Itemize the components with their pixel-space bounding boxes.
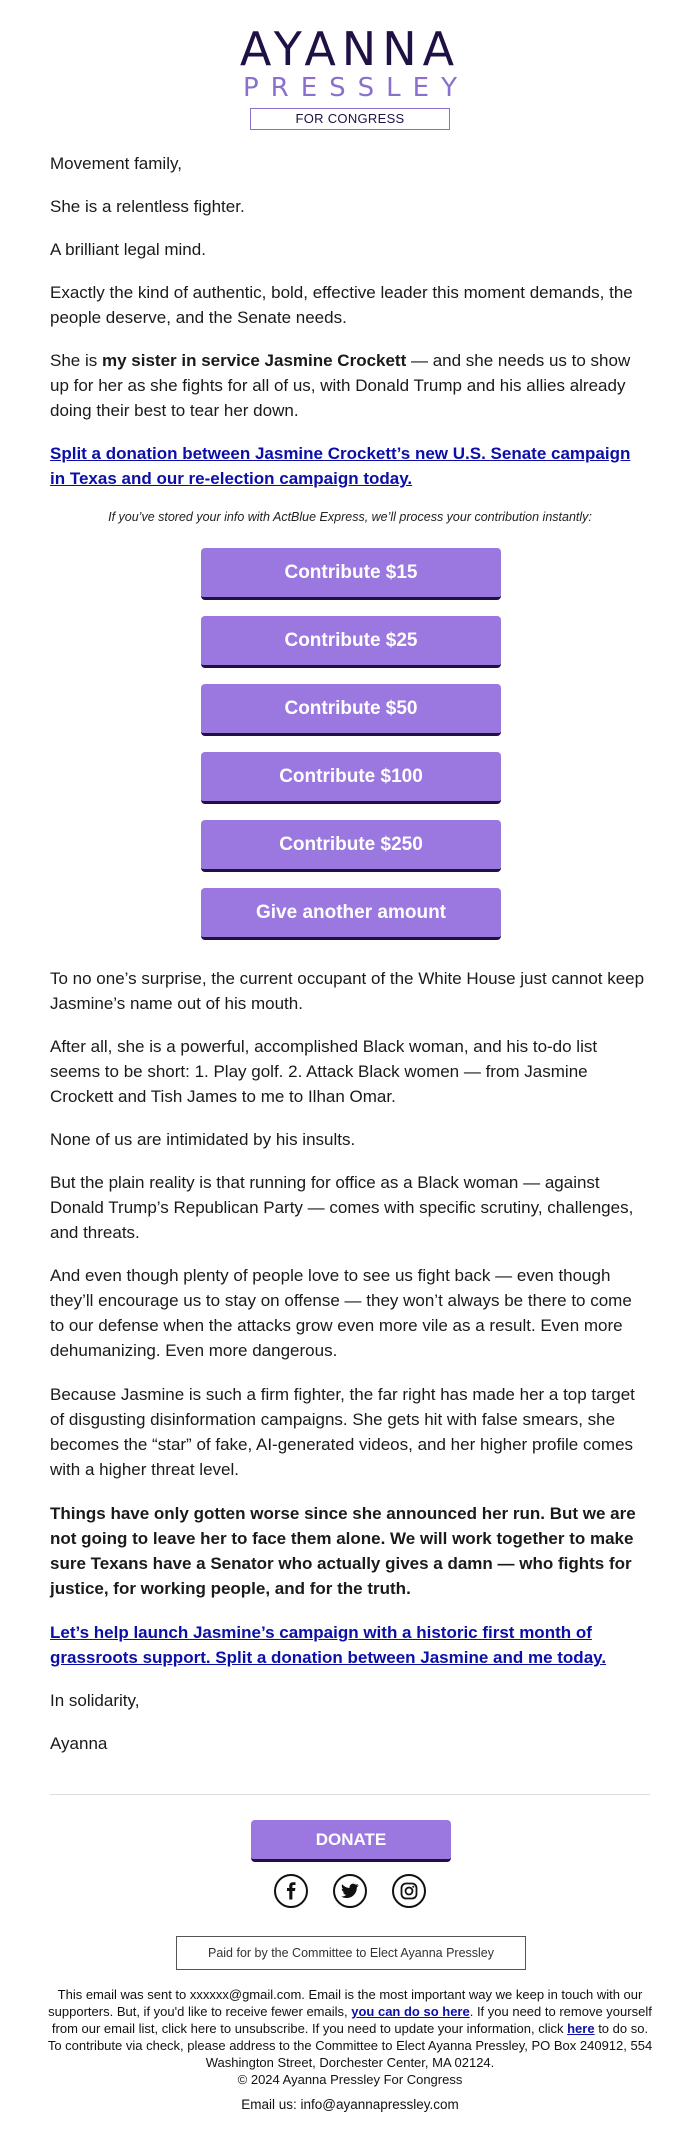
paragraph: None of us are intimidated by his insults.	[50, 1130, 356, 1149]
launch-campaign-link[interactable]: Let’s help launch Jasmine’s campaign with a historic first month of grassroots support. Split a donation between Jasmine and me today.	[50, 1623, 607, 1667]
footer-notice	[45, 1986, 655, 2088]
campaign-logo	[0, 0, 700, 130]
contribute-15-button[interactable]: Contribute $15	[201, 548, 501, 600]
contribute-50-button[interactable]: Contribute $50	[201, 684, 501, 736]
donation-link-paragraph	[50, 1620, 650, 1670]
paragraph-text: — and she needs us to show up for her as she fights for all of us, with Donald Trump and his allies already doing their best to tear her down.	[50, 351, 631, 420]
signature: Ayanna	[50, 1734, 108, 1753]
paragraph: A brilliant legal mind.	[50, 240, 206, 259]
instagram-icon[interactable]	[392, 1874, 426, 1908]
paragraph	[50, 348, 650, 423]
facebook-icon[interactable]	[274, 1874, 308, 1908]
paragraph: But the plain reality is that running for office as a Black woman — against Donald Trump’s Republican Party — comes with specific scrutiny, challenges, and threats.	[50, 1173, 634, 1242]
contribute-25-button[interactable]: Contribute $25	[201, 616, 501, 668]
contribute-250-button[interactable]: Contribute $250	[201, 820, 501, 872]
footer-text: to do so. To contribute via check, please address to the Committee to Elect Ayanna Pressley, PO Box 240912, 554 Washington Street, Dorchester Center, MA 02124.	[47, 2021, 653, 2070]
divider	[50, 1794, 650, 1795]
footer-text: This email was sent to xxxxxx@gmail.com. Email is the most important way we keep in touch with our supporters. But, if you'd like to receive fewer emails,	[48, 1987, 643, 2019]
logo-tagline: FOR CONGRESS	[250, 108, 450, 130]
bold-text: my sister in service Jasmine Crockett	[101, 351, 407, 370]
give-another-amount-button[interactable]: Give another amount	[201, 888, 501, 940]
twitter-icon[interactable]	[333, 1874, 367, 1908]
greeting: Movement family,	[50, 154, 182, 173]
bold-paragraph: Things have only gotten worse since she announced her run. But we are not going to leave her to face them alone. We will work together to make sure Texans have a Senator who actually gives a damn — who fights for justice, for working people, and for the truth.	[50, 1504, 636, 1598]
email-us: Email us: info@ayannapressley.com	[241, 2097, 459, 2112]
fewer-emails-link[interactable]: you can do so here	[351, 2004, 470, 2019]
paragraph: To no one’s surprise, the current occupant of the White House just cannot keep Jasmine’s name out of his mouth.	[50, 969, 645, 1013]
logo-name: AYANNA	[239, 22, 461, 76]
donation-link-paragraph	[50, 441, 650, 491]
logo-surname: PRESSLEY	[243, 73, 469, 103]
actblue-express-note: If you’ve stored your info with ActBlue Express, we’ll process your contribution instantly:	[108, 510, 592, 524]
paragraph: After all, she is a powerful, accomplished Black woman, and his to-do list seems to be short: 1. Play golf. 2. Attack Black women — from Jasmine Crockett and Tish James to me to Ilhan Omar.	[50, 1037, 598, 1106]
paragraph: Because Jasmine is such a firm fighter, the far right has made her a top target of disgusting disinformation campaigns. She gets hit with false smears, she becomes the “star” of fake, AI-generated videos, and her higher profile comes with a higher threat level.	[50, 1385, 635, 1479]
footer-text: . If you need to remove yourself from our email list, click here to unsubscribe. If you need to update your information, click	[51, 2004, 652, 2036]
split-donation-link[interactable]: Split a donation between Jasmine Crockett’s new U.S. Senate campaign in Texas and our re-election campaign today.	[50, 444, 631, 488]
copyright: © 2024 Ayanna Pressley For Congress	[237, 2072, 463, 2087]
contribute-100-button[interactable]: Contribute $100	[201, 752, 501, 804]
paragraph-text: She is	[50, 351, 102, 370]
paragraph: Exactly the kind of authentic, bold, effective leader this moment demands, the people deserve, and the Senate needs.	[50, 283, 633, 327]
update-info-link[interactable]: here	[567, 2021, 595, 2036]
paragraph: And even though plenty of people love to see us fight back — even though they’ll encourage us to stay on offense — they won’t always be there to come to our defense when the attacks grow even more vile as a result. Even more dehumanizing. Even more dangerous.	[50, 1266, 632, 1360]
paragraph: She is a relentless fighter.	[50, 197, 245, 216]
closing: In solidarity,	[50, 1691, 140, 1710]
paid-for-disclaimer: Paid for by the Committee to Elect Ayanna Pressley	[176, 1936, 526, 1970]
donate-button[interactable]: DONATE	[251, 1820, 451, 1862]
